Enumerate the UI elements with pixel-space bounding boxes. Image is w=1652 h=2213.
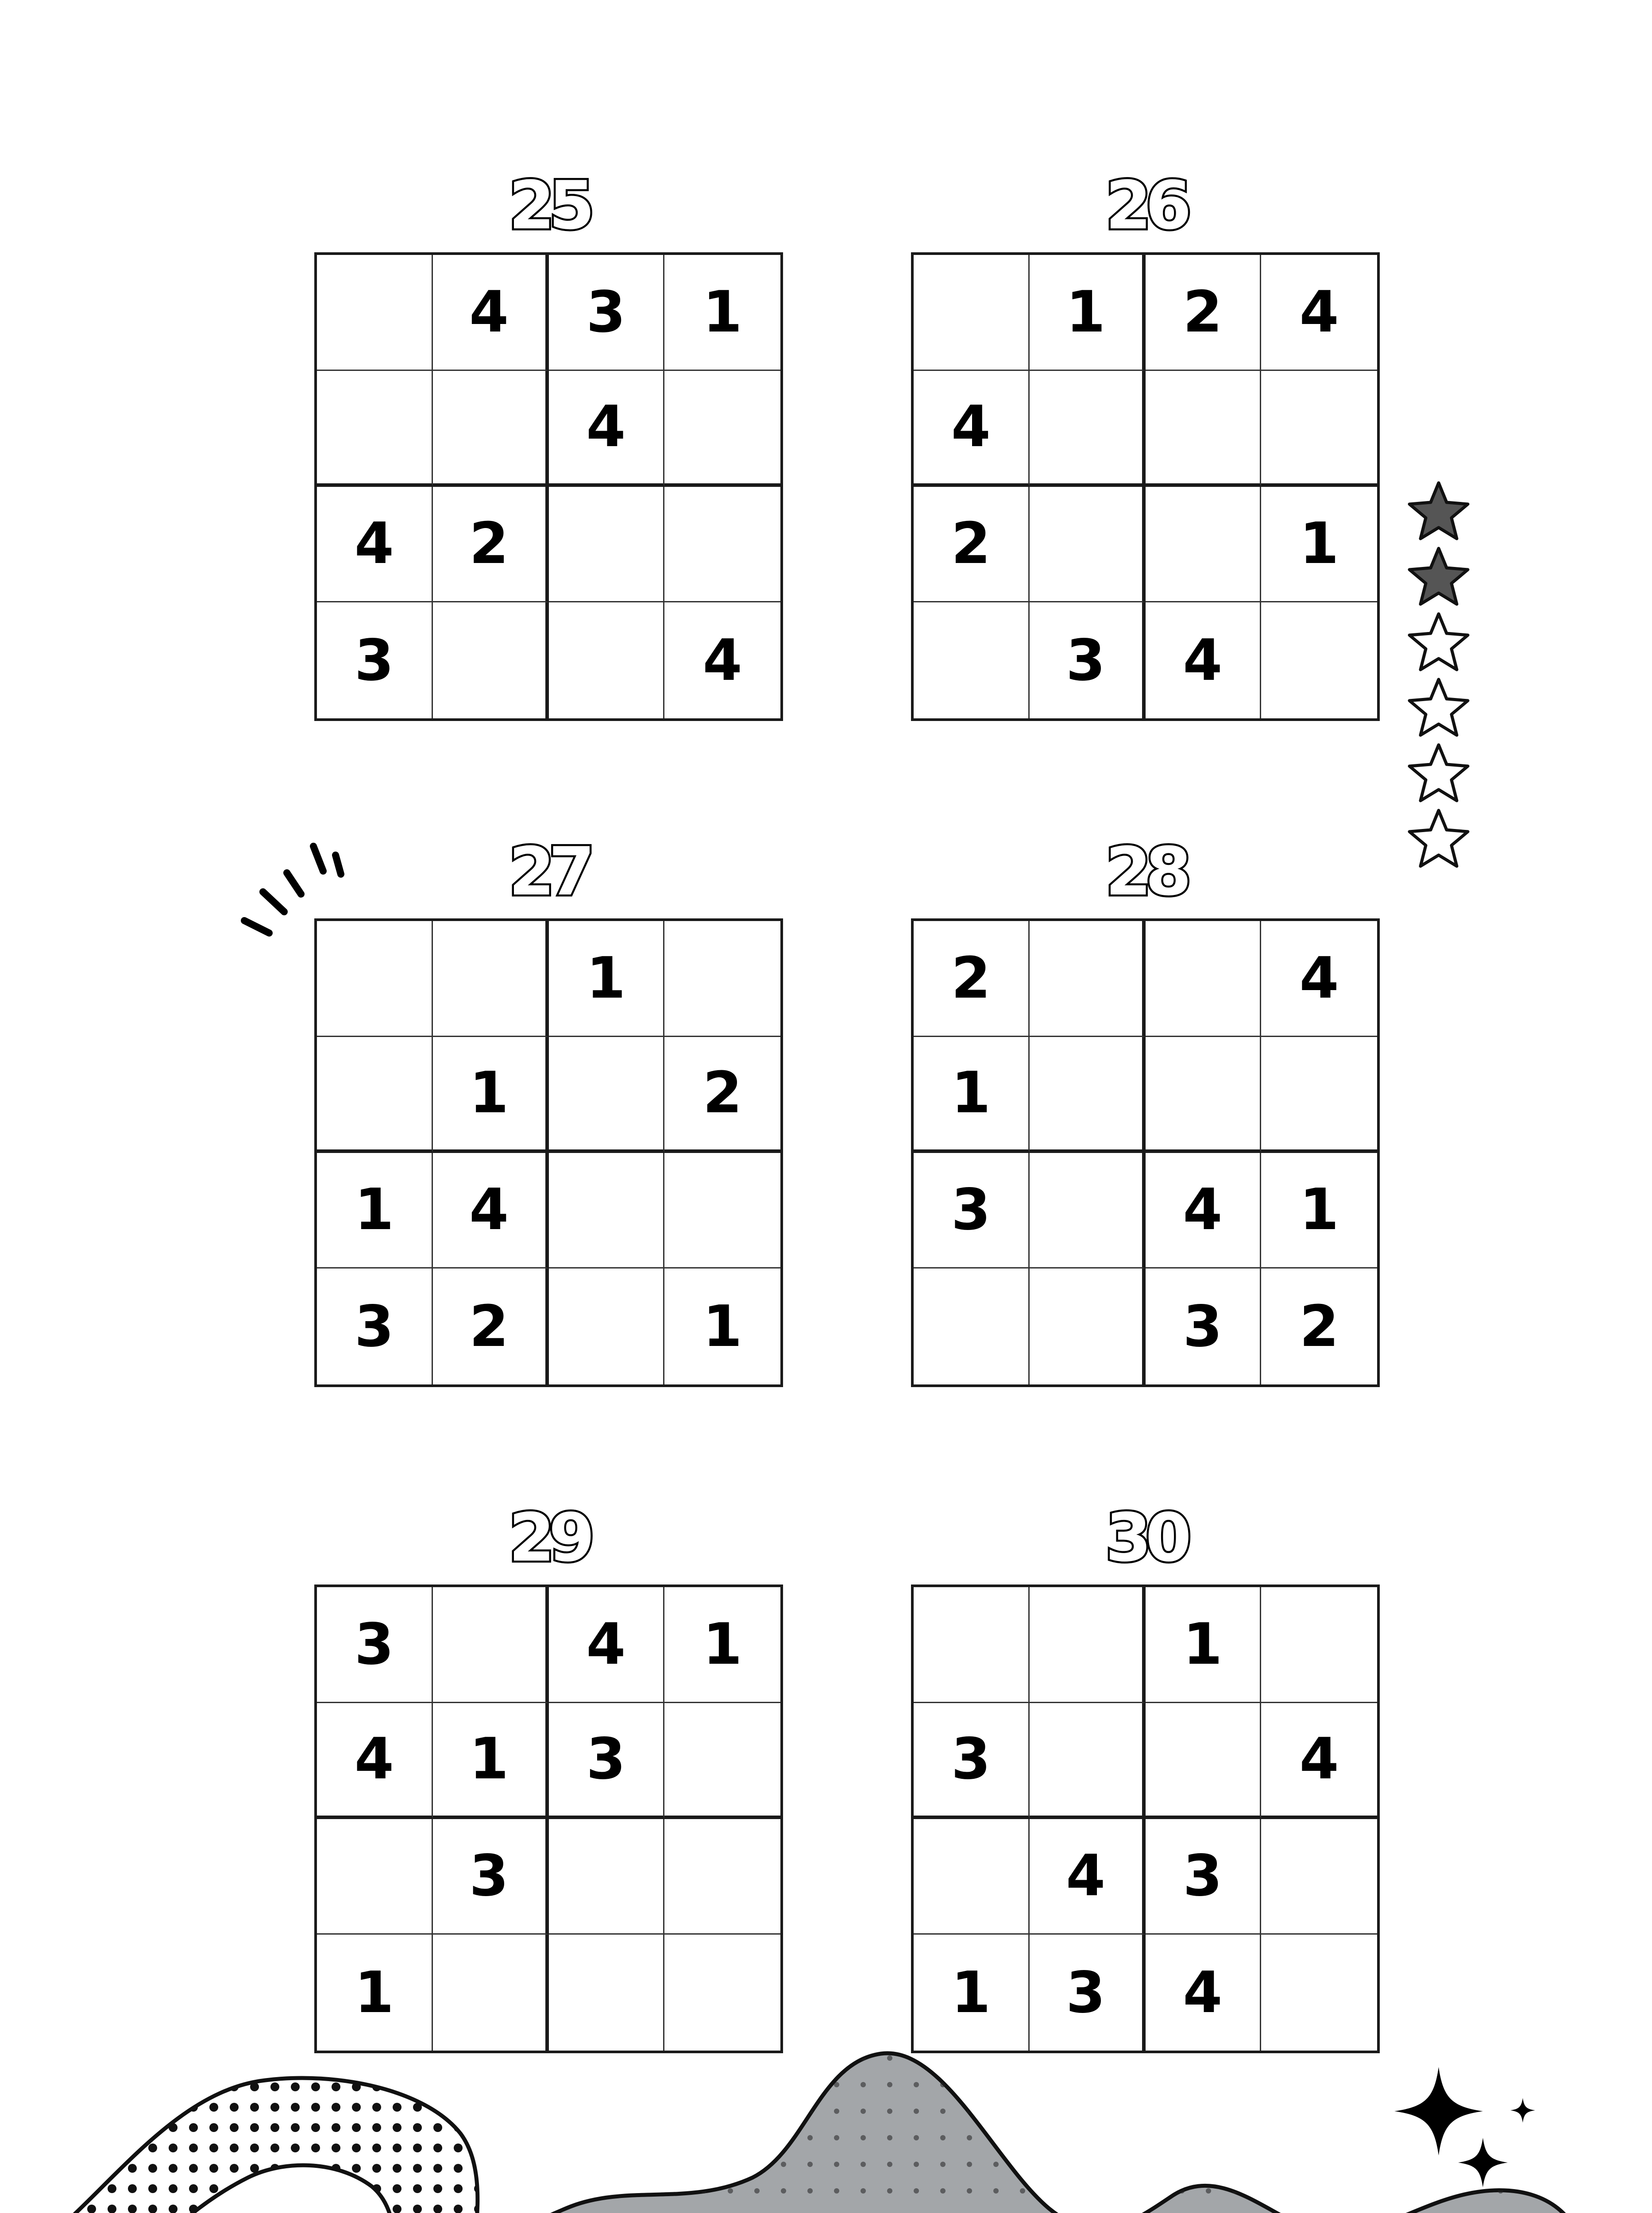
grid-cell[interactable]: 3	[317, 1268, 433, 1384]
grid-cell[interactable]: 4	[914, 371, 1030, 487]
grid-cell[interactable]: 4	[433, 1153, 549, 1269]
grid-cell[interactable]: 2	[433, 487, 549, 603]
grid-cell[interactable]: 1	[433, 1037, 549, 1153]
grid-cell[interactable]	[1030, 1037, 1146, 1153]
grid-cell[interactable]	[1146, 487, 1262, 603]
grid-cell[interactable]: 3	[1146, 1268, 1262, 1384]
grid-cell[interactable]: 1	[914, 1037, 1030, 1153]
grid-cell[interactable]	[1261, 1037, 1377, 1153]
grid-cell[interactable]	[549, 1153, 665, 1269]
grid-cell[interactable]	[1030, 371, 1146, 487]
grid-cell[interactable]: 4	[1261, 1703, 1377, 1819]
grid-cell[interactable]	[664, 1819, 780, 1935]
sudoku-grid	[314, 252, 783, 721]
grid-cell[interactable]: 3	[1030, 1935, 1146, 2051]
grid-cell[interactable]: 4	[433, 255, 549, 371]
puzzle-number: 27	[509, 833, 589, 910]
puzzle-number: 29	[509, 1500, 589, 1577]
grid-cell[interactable]	[317, 255, 433, 371]
star-empty-icon	[1408, 677, 1470, 739]
grid-cell[interactable]: 3	[317, 602, 433, 718]
grid-cell[interactable]: 1	[664, 255, 780, 371]
grid-cell[interactable]: 4	[317, 1703, 433, 1819]
grid-cell[interactable]	[914, 1268, 1030, 1384]
grid-cell[interactable]	[549, 1268, 665, 1384]
sudoku-grid	[911, 918, 1380, 1387]
star-empty-icon	[1408, 808, 1470, 870]
sudoku-grid	[911, 1585, 1380, 2053]
grid-cell[interactable]	[1146, 1703, 1262, 1819]
grid-cell[interactable]: 2	[664, 1037, 780, 1153]
grid-cell[interactable]: 4	[702, 627, 742, 694]
star-empty-icon	[1408, 611, 1470, 673]
grid-cell[interactable]: 1	[317, 1935, 433, 2051]
grid-cell[interactable]	[549, 602, 665, 718]
grid-cell[interactable]: 2	[914, 487, 1030, 603]
grid-cell[interactable]	[1146, 371, 1262, 487]
grid-cell[interactable]	[1261, 1819, 1377, 1935]
grid-cell[interactable]: 1	[914, 1935, 1030, 2051]
grid-cell[interactable]	[433, 602, 549, 718]
grid-cell[interactable]: 1	[1146, 1587, 1262, 1703]
puzzle-number: 30	[1105, 1500, 1185, 1577]
grid-cell[interactable]: 3	[549, 1703, 665, 1819]
grid-cell[interactable]: 4	[549, 371, 665, 487]
grid-cell[interactable]: 3	[1030, 602, 1146, 718]
grid-cell[interactable]	[1146, 921, 1262, 1037]
grid-cell[interactable]: 4	[549, 1587, 665, 1703]
grid-cell[interactable]	[1261, 371, 1377, 487]
grid-cell[interactable]: 3	[549, 255, 665, 371]
grid-cell[interactable]: 2	[1299, 1293, 1339, 1360]
grid-cell[interactable]	[664, 1703, 780, 1819]
grid-cell[interactable]	[317, 921, 433, 1037]
grid-cell[interactable]	[317, 1819, 433, 1935]
grid-cell[interactable]	[1030, 1153, 1146, 1269]
grid-cell[interactable]	[317, 371, 433, 487]
grid-cell[interactable]: 1	[549, 921, 665, 1037]
grid-cell[interactable]: 1	[1261, 487, 1377, 603]
grid-cell[interactable]	[1030, 921, 1146, 1037]
grid-cell[interactable]: 4	[1146, 1935, 1262, 2051]
grid-cell[interactable]	[1030, 1587, 1146, 1703]
grid-cell[interactable]	[433, 1587, 549, 1703]
grid-cell[interactable]	[433, 371, 549, 487]
grid-cell[interactable]	[914, 602, 1030, 718]
grid-cell[interactable]	[914, 1587, 1030, 1703]
star-filled-icon	[1408, 546, 1470, 608]
puzzle-number: 28	[1105, 833, 1185, 910]
difficulty-rating	[1405, 480, 1476, 879]
star-empty-icon	[1408, 742, 1470, 804]
grid-cell[interactable]: 3	[317, 1587, 433, 1703]
grid-cell[interactable]: 4	[1146, 602, 1262, 718]
grid-cell[interactable]: 2	[1146, 255, 1262, 371]
sparkle-icon	[1394, 2063, 1540, 2209]
grid-cell[interactable]	[664, 1153, 780, 1269]
dotted-ribbon	[66, 2078, 478, 2213]
grid-cell[interactable]	[664, 487, 780, 603]
grid-cell[interactable]	[1146, 1037, 1262, 1153]
grid-cell[interactable]: 1	[1261, 1153, 1377, 1269]
grid-cell[interactable]	[1261, 602, 1377, 718]
grid-cell[interactable]	[664, 371, 780, 487]
grid-cell[interactable]: 3	[433, 1819, 549, 1935]
grid-cell[interactable]	[549, 1819, 665, 1935]
sudoku-grid	[911, 252, 1380, 721]
grid-cell[interactable]: 1	[317, 1153, 433, 1269]
grid-cell[interactable]	[914, 255, 1030, 371]
grid-cell[interactable]	[1261, 1587, 1377, 1703]
grid-cell[interactable]	[914, 1819, 1030, 1935]
grid-cell[interactable]: 2	[433, 1268, 549, 1384]
star-filled-icon	[1408, 480, 1470, 542]
grid-cell[interactable]: 4	[1030, 1819, 1146, 1935]
grid-cell[interactable]	[664, 921, 780, 1037]
puzzle-number: 26	[1105, 167, 1185, 244]
grid-cell[interactable]: 1	[664, 1587, 780, 1703]
grid-cell[interactable]: 4	[1146, 1153, 1262, 1269]
grid-cell[interactable]: 4	[317, 487, 433, 603]
grid-cell[interactable]	[1030, 487, 1146, 603]
grid-cell[interactable]: 1	[433, 1703, 549, 1819]
grid-cell[interactable]: 3	[1146, 1819, 1262, 1935]
sudoku-grid	[314, 1585, 783, 2053]
puzzle-number: 25	[509, 167, 589, 244]
grid-cell[interactable]	[317, 1037, 433, 1153]
grid-cell[interactable]: 3	[914, 1703, 1030, 1819]
grid-cell[interactable]	[549, 1037, 665, 1153]
grid-cell[interactable]: 3	[914, 1153, 1030, 1269]
grid-cell[interactable]: 1	[702, 1293, 742, 1360]
grid-cell[interactable]: 4	[1261, 921, 1377, 1037]
grid-cell[interactable]	[1030, 1268, 1146, 1384]
grid-cell[interactable]	[433, 921, 549, 1037]
grid-cell[interactable]: 1	[1030, 255, 1146, 371]
sudoku-grid	[314, 918, 783, 1387]
grid-cell[interactable]	[549, 487, 665, 603]
grid-cell[interactable]: 2	[914, 921, 1030, 1037]
grid-cell[interactable]	[1030, 1703, 1146, 1819]
grid-cell[interactable]: 4	[1261, 255, 1377, 371]
